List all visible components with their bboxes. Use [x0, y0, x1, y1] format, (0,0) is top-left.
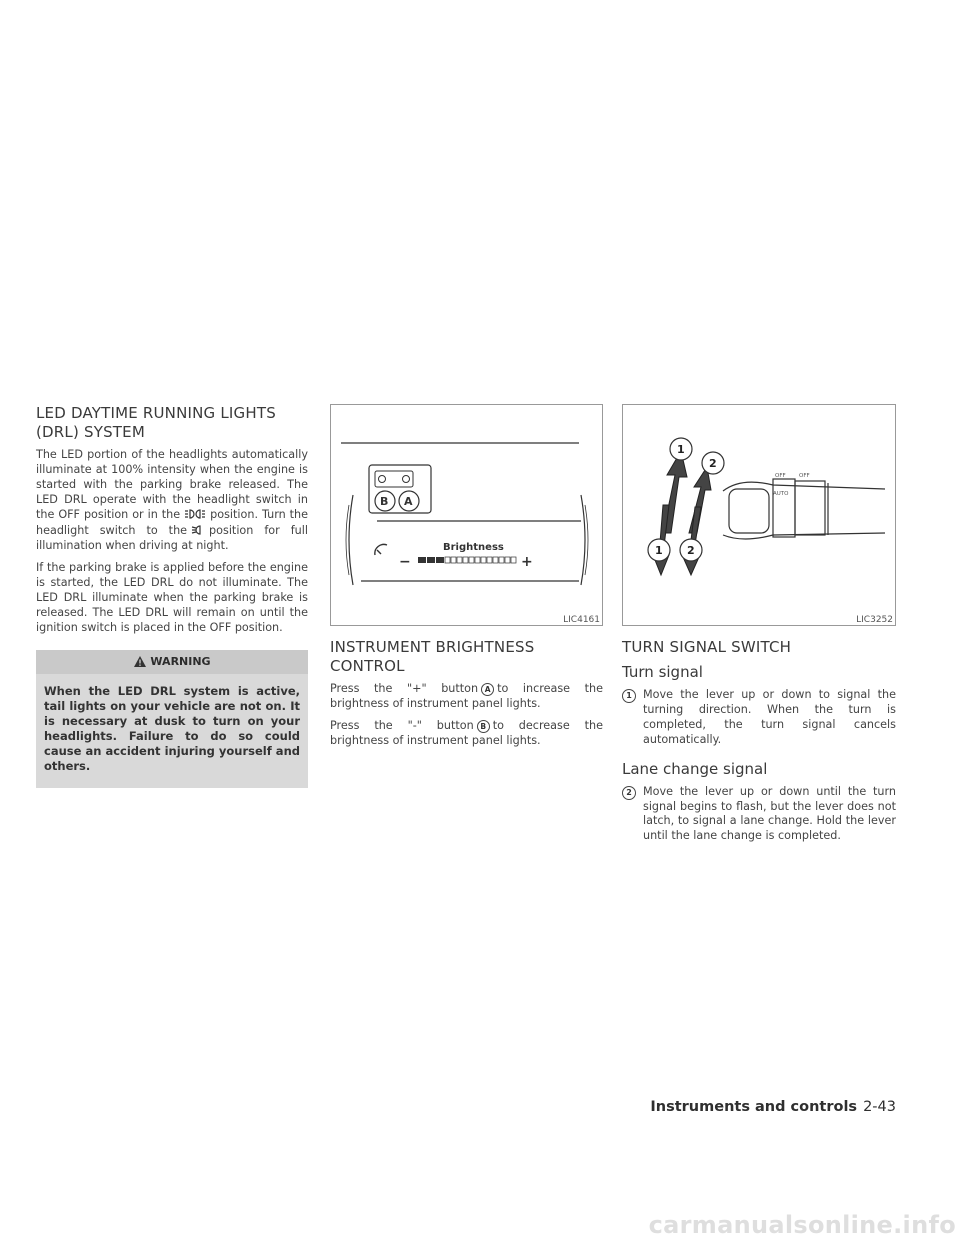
fig-callout-1-top: 1: [677, 443, 685, 456]
headlight-icon: [191, 525, 205, 540]
turn-signal-figure-code: LIC3252: [856, 615, 893, 625]
warning-box: [36, 650, 308, 788]
brightness-figure: [330, 404, 603, 626]
fig-auto-label: AUTO: [773, 491, 789, 497]
item-2-text: Move the lever up or down until the turn signal begins to flash, but the lever does not latch, to signal a lane change. Hold the lever until the lane change is completed.: [643, 784, 896, 843]
fig-plus-label: +: [521, 554, 533, 570]
fig-minus-label: −: [399, 554, 411, 570]
drl-p1-part-b: position. Turn the headlight switch to the: [36, 507, 308, 537]
warning-triangle-icon: [133, 655, 147, 668]
fig-brightness-label: Brightness: [443, 542, 504, 553]
brightness-paragraph-1: [330, 682, 603, 712]
brightness-p1-part-a: Press the "+" button: [330, 682, 479, 695]
drl-switch-position-icon: [184, 509, 206, 524]
lane-change-subheading: Lane change signal: [622, 759, 768, 778]
fig-callout-2-bottom: 2: [687, 544, 695, 557]
turn-signal-column: [622, 404, 896, 852]
footer-page-number: 2-43: [863, 1099, 896, 1115]
brightness-heading-line2: CONTROL: [330, 657, 405, 675]
fig-callout-2-top: 2: [709, 457, 717, 470]
drl-p1-part-a: The LED portion of the headlights automatically illuminate at 100% intensity when the engine is started with the parking brake released. The LED DRL operate with the headlight switch in the OFF position or in the: [36, 448, 308, 521]
lane-change-item: [622, 785, 896, 845]
turn-signal-illustration: [623, 405, 895, 625]
drl-column: [36, 404, 308, 788]
drl-paragraph-1: [36, 448, 308, 554]
page-footer: [650, 1099, 896, 1115]
fig-off-label-2: OFF: [799, 473, 810, 479]
drl-heading: [36, 404, 308, 442]
fig-off-label-1: OFF: [775, 473, 786, 479]
warning-header: [36, 650, 308, 674]
drl-p1-part-c: position for full illumination when driving at night.: [36, 523, 308, 553]
brightness-figure-code: LIC4161: [563, 615, 600, 625]
brightness-p2-part-a: Press the "-" button: [330, 718, 474, 732]
turn-signal-item: [622, 688, 896, 748]
ref-a-badge: A: [481, 683, 494, 696]
watermark: carmanualsonline.info: [376, 1208, 960, 1242]
drl-paragraph-2: If the parking brake is applied before the engine is started, the LED DRL do not illuminate. The LED DRL illuminate when the parking brake is released. The LED DRL will remain on until the ignition switch is placed in the OFF position.: [36, 561, 308, 634]
brightness-paragraph-2: [330, 719, 603, 749]
item-2-badge: 2: [622, 786, 636, 800]
drl-heading-line1: LED DAYTIME RUNNING LIGHTS: [36, 404, 276, 422]
fig-label-a: A: [404, 495, 413, 508]
brightness-p1-part-b: to increase the brightness of instrument panel lights.: [330, 682, 603, 710]
footer-chapter: Instruments and controls: [650, 1099, 858, 1115]
warning-label: WARNING: [150, 654, 211, 668]
fig-callout-1-bottom: 1: [655, 544, 663, 557]
fig-label-b: B: [380, 495, 389, 508]
drl-heading-line2: (DRL) SYSTEM: [36, 423, 145, 441]
brightness-illustration: [331, 405, 602, 625]
brightness-p2-part-b: to decrease the brightness of instrument panel lights.: [330, 718, 603, 747]
brightness-heading: [330, 638, 603, 676]
item-1-badge: 1: [622, 689, 636, 703]
brightness-column: [330, 404, 603, 756]
brightness-heading-line1: INSTRUMENT BRIGHTNESS: [330, 638, 535, 656]
turn-signal-subheading: Turn signal: [622, 663, 703, 681]
turn-signal-heading: TURN SIGNAL SWITCH: [622, 638, 792, 656]
warning-text: When the LED DRL system is active, tail lights on your vehicle are not on. It is necessary at dusk to turn on your headlights. Failure to do so could cause an accident injuring yourself and others.: [44, 683, 300, 773]
ref-b-badge: B: [477, 720, 490, 733]
item-1-text: Move the lever up or down to signal the turning direction. When the turn is completed, the turn signal cancels automatically.: [643, 688, 896, 746]
turn-signal-figure: [622, 404, 896, 626]
